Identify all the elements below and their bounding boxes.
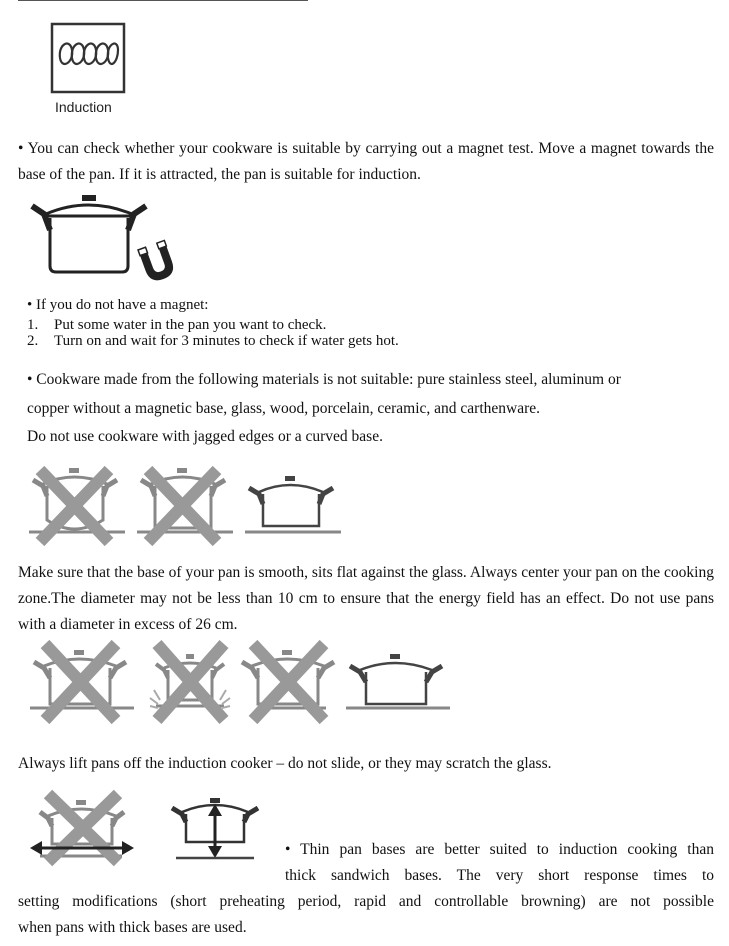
- thin-base-line-3: setting modifications (short preheating period, rapid and controllable browning) are not possible: [18, 893, 714, 910]
- thin-base-line-2: thick sandwich bases. The very short response times to: [285, 867, 714, 884]
- magnet-test-paragraph: • You can check whether your cookware is suitable by carrying out a magnet test. Move a magnet towards the base of the pan. If it is attracted, the pan is suitable for induction.: [18, 140, 714, 183]
- list-item-number: 2.: [27, 333, 39, 349]
- cookware-base-examples-illustration: [25, 462, 345, 547]
- materials-line-2: copper without a magnetic base, glass, wood, porcelain, ceramic, and carthenware.: [27, 400, 541, 417]
- list-item: Turn on and wait for 3 minutes to check if water gets hot.: [54, 333, 399, 349]
- list-item: Put some water in the pan you want to check.: [54, 317, 327, 333]
- induction-label: Induction: [55, 99, 112, 115]
- thin-base-line-4: when pans with thick bases are used.: [18, 919, 247, 936]
- slide-vs-lift-illustration: [30, 792, 270, 867]
- materials-line-3: Do not use cookware with jagged edges or a curved base.: [27, 428, 383, 445]
- induction-symbol-icon: [50, 22, 130, 102]
- no-magnet-intro: • If you do not have a magnet:: [27, 297, 209, 313]
- pan-with-magnet-illustration: [30, 192, 180, 287]
- pan-diameter-examples-illustration: [30, 640, 450, 725]
- lift-pans-paragraph: Always lift pans off the induction cooker – do not slide, or they may scratch the glass.: [18, 755, 552, 772]
- pan-base-paragraph: Make sure that the base of your pan is smooth, sits flat against the glass. Always center your pan on the cooking zone.The diameter may not be less than 10 cm to ensure that the energy field has an effect. Do not use pans with a diameter in excess of 26 cm.: [18, 564, 714, 633]
- thin-base-line-1: • Thin pan bases are better suited to induction cooking than: [285, 841, 714, 858]
- materials-line-1: • Cookware made from the following materials is not suitable: pure stainless steel, aluminum or: [27, 371, 621, 388]
- cutoff-text-fragment: [18, 0, 318, 4]
- list-item-number: 1.: [27, 317, 39, 333]
